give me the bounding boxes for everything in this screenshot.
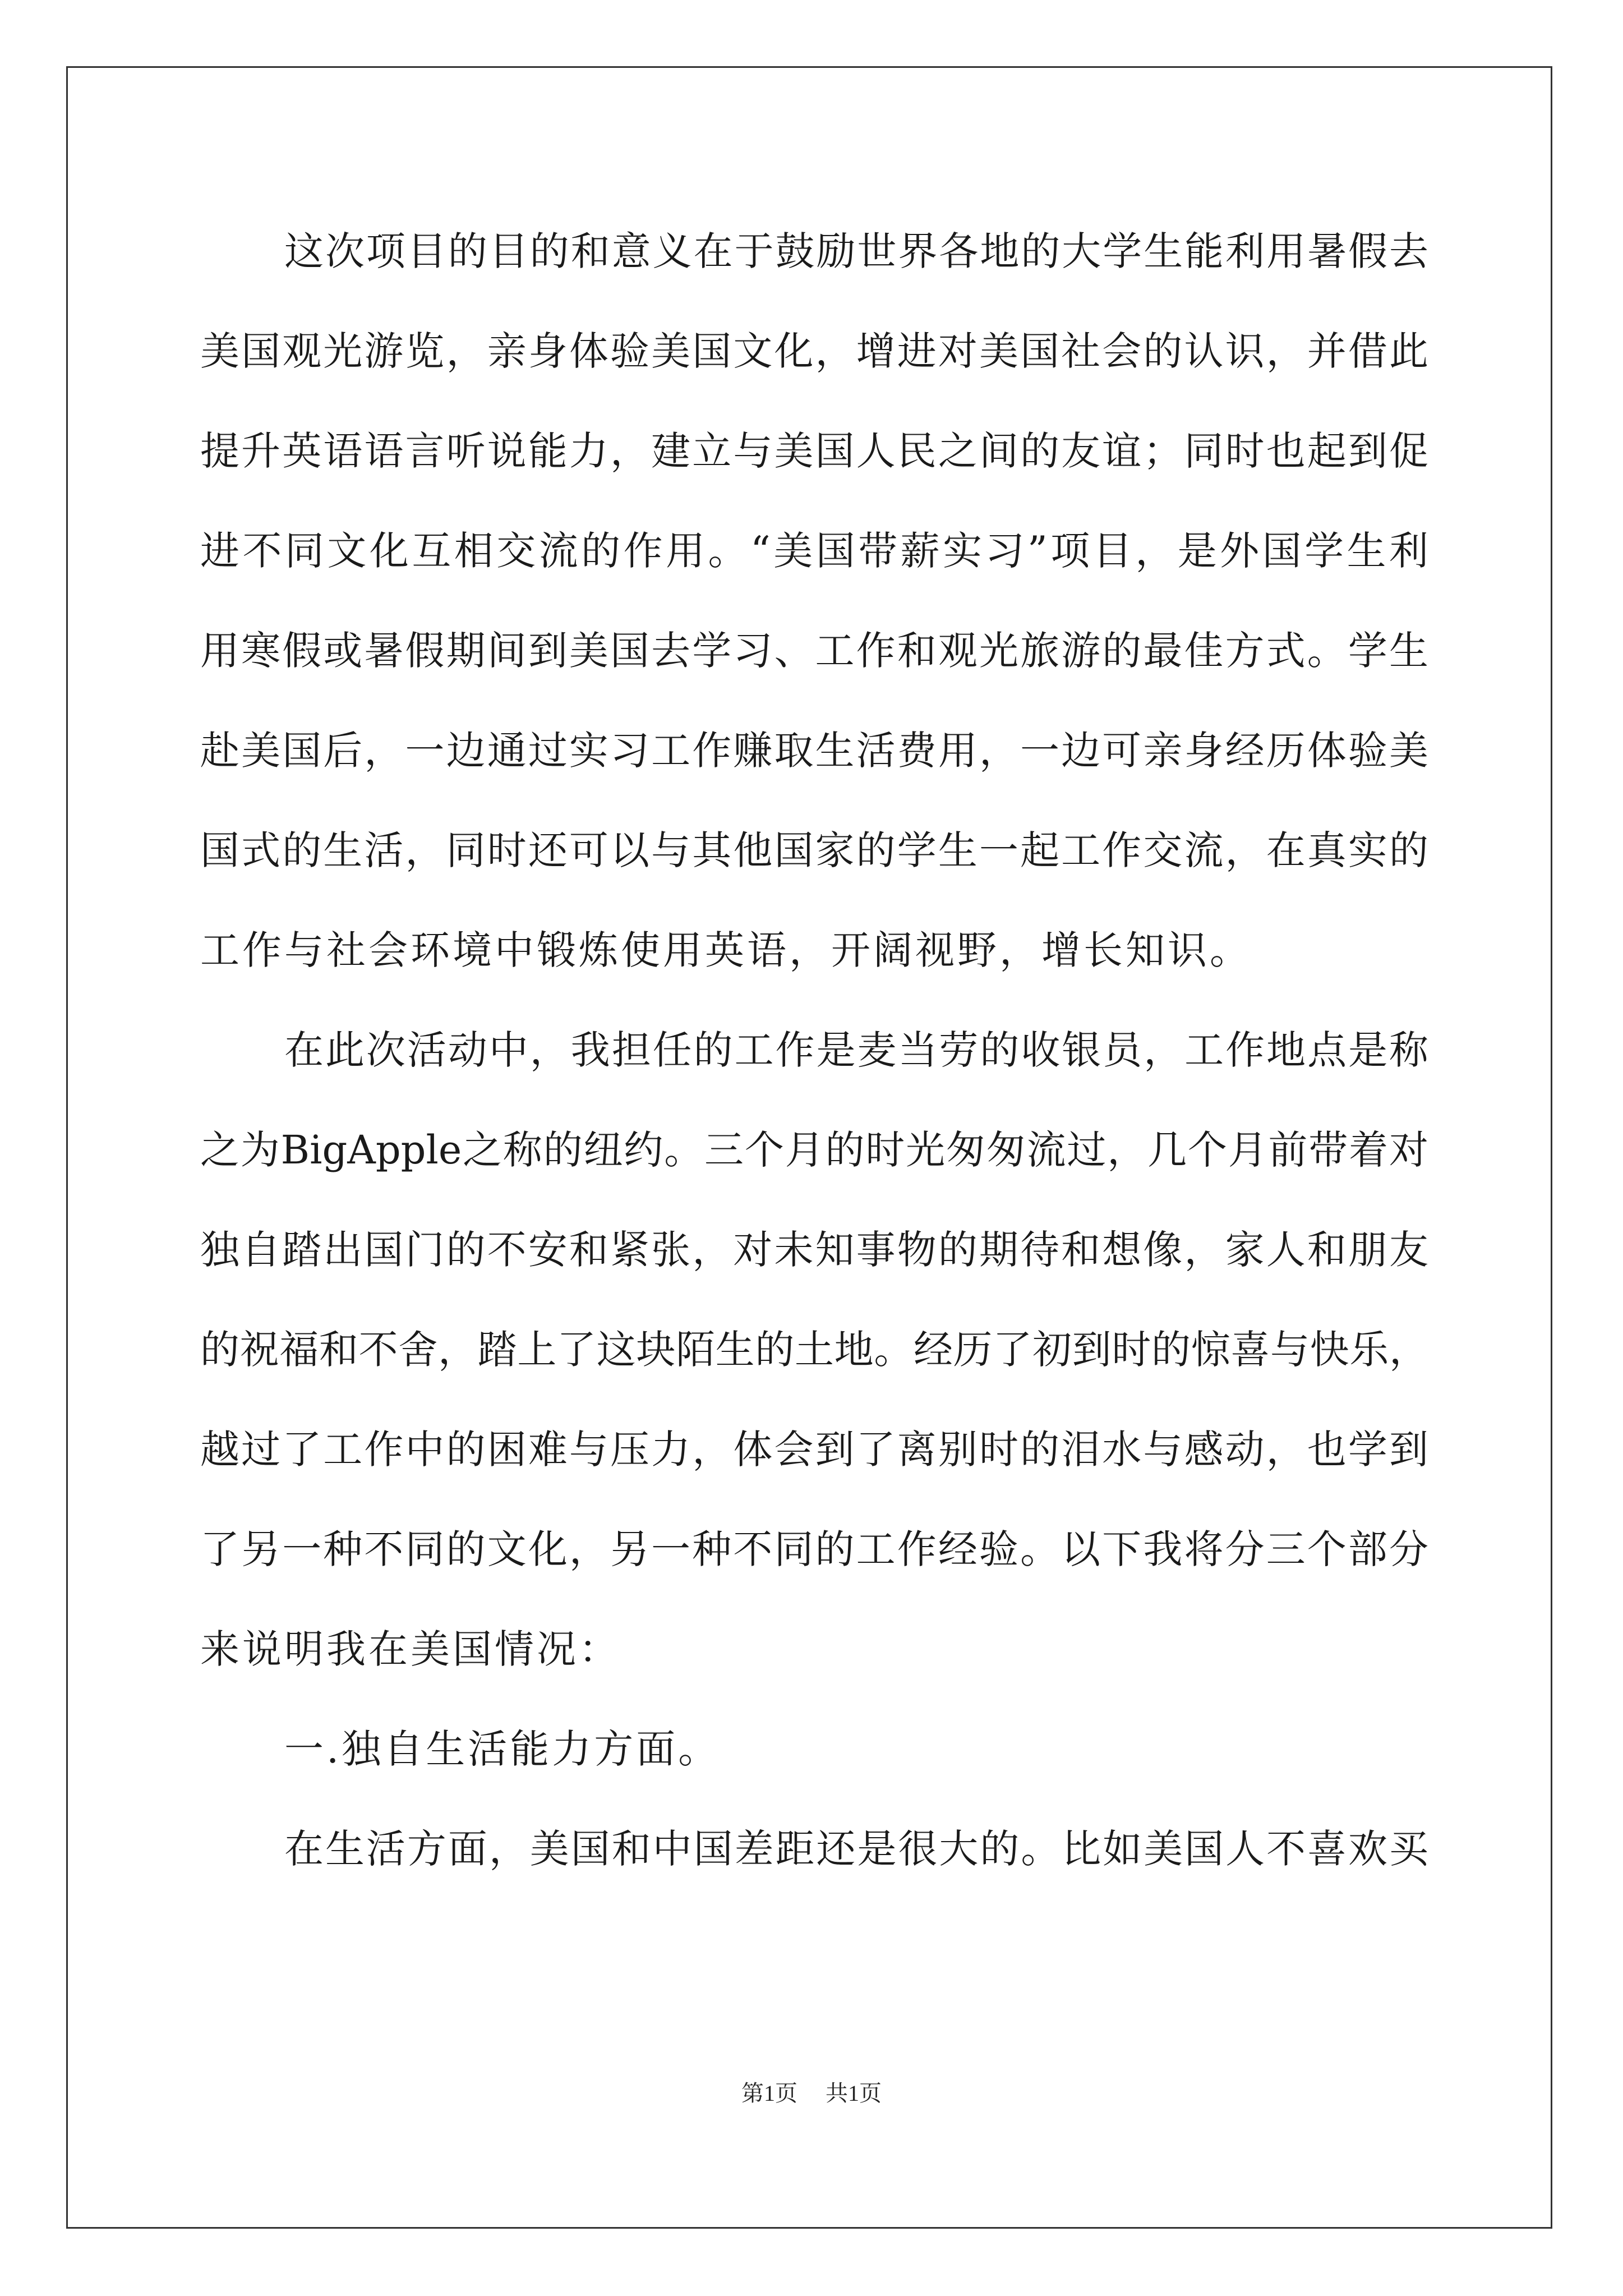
paragraph-line: 用寒假或暑假期间到美国去学习、工作和观光旅游的最佳方式。学生 <box>200 628 1428 674</box>
paragraph-line: 来说明我在美国情况： <box>200 1626 621 1672</box>
section-heading: 一.独自生活能力方面。 <box>284 1726 721 1772</box>
paragraph-line: 赴美国后，一边通过实习工作赚取生活费用，一边可亲身经历体验美 <box>200 728 1428 774</box>
paragraph-line: 进不同文化互相交流的作用。“美国带薪实习”项目，是外国学生利 <box>200 528 1428 574</box>
page-number: 第1页 <box>741 2081 797 2106</box>
paragraph-line: 国式的生活，同时还可以与其他国家的学生一起工作交流，在真实的 <box>200 827 1428 873</box>
paragraph-line: 的祝福和不舍，踏上了这块陌生的土地。经历了初到时的惊喜与快乐， <box>200 1327 1428 1373</box>
page-total: 共1页 <box>826 2081 882 2106</box>
paragraph-line: 越过了工作中的困难与压力，体会到了离别时的泪水与感动，也学到 <box>200 1427 1428 1473</box>
paragraph-line: 工作与社会环境中锻炼使用英语，开阔视野，增长知识。 <box>200 927 1252 973</box>
page-footer <box>0 2077 1623 2110</box>
paragraph-line: 美国观光游览，亲身体验美国文化，增进对美国社会的认识，并借此 <box>200 328 1428 374</box>
paragraph-line: 这次项目的目的和意义在于鼓励世界各地的大学生能利用暑假去 <box>284 228 1428 274</box>
paragraph-line: 独自踏出国门的不安和紧张，对未知事物的期待和想像，家人和朋友 <box>200 1227 1428 1273</box>
paragraph-line: 在此次活动中，我担任的工作是麦当劳的收银员，工作地点是称 <box>284 1027 1428 1073</box>
paragraph-line: 提升英语语言听说能力，建立与美国人民之间的友谊；同时也起到促 <box>200 428 1428 474</box>
paragraph-line: 之为BigApple之称的纽约。三个月的时光匆匆流过，几个月前带着对 <box>200 1127 1428 1173</box>
paragraph-line: 在生活方面，美国和中国差距还是很大的。比如美国人不喜欢买 <box>284 1826 1428 1872</box>
paragraph-line: 了另一种不同的文化，另一种不同的工作经验。以下我将分三个部分 <box>200 1526 1428 1572</box>
